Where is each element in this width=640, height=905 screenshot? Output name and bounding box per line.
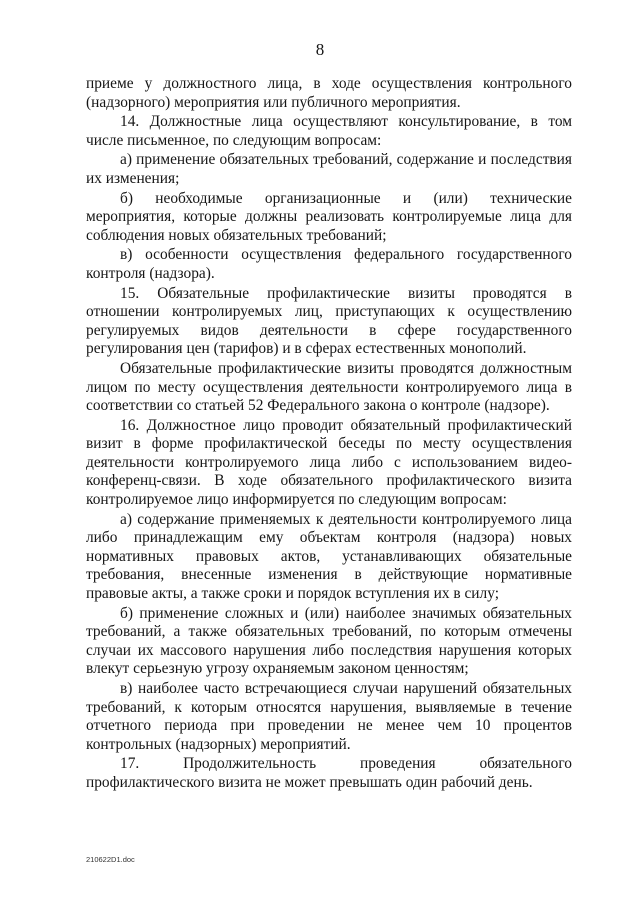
page-number: 8 — [315, 40, 325, 59]
file-name-footer: 210622D1.doc — [86, 855, 135, 864]
paragraph-continuation: приеме у должностного лица, в ходе осуществления контрольного (надзорного) мероприятия или публичного мероприятия. — [86, 75, 572, 111]
paragraph-14: 14. Должностные лица осуществляют консультирование, в том числе письменное, по следующим вопросам: — [86, 113, 572, 149]
paragraph-16-v: в) наиболее часто встречающиеся случаи нарушений обязательных требований, к которым относятся нарушения, выявляемые в течение отчетного периода при проведении не менее чем 10 процентов контрольных (надзорных) мероприятий. — [86, 680, 572, 753]
paragraph-16-a: а) содержание применяемых к деятельности контролируемого лица либо принадлежащим ему объектам контроля (надзора) новых нормативных правовых актов, устанавливающих обязательные требования, внесенные изменения в действующие нормативные правовые акты, а также сроки и порядок вступления их в силу; — [86, 510, 572, 603]
paragraph-14-b: б) необходимые организационные и (или) технические мероприятия, которые должны реализовать контролируемые лица для соблюдения новых обязательных требований; — [86, 189, 572, 244]
paragraph-17: 17. Продолжительность проведения обязательного профилактического визита не может превышать один рабочий день. — [86, 755, 572, 791]
paragraph-14-v: в) особенности осуществления федерального государственного контроля (надзора). — [86, 246, 572, 282]
paragraph-16-b: б) применение сложных и (или) наиболее значимых обязательных требований, а также обязательных требований, по которым отмечены случаи их массового нарушения либо последствия нарушения которых влекут серьезную угрозу охраняемым законом ценностям; — [86, 604, 572, 678]
document-body — [86, 75, 572, 793]
paragraph-15-part-2: Обязательные профилактические визиты проводятся должностным лицом по месту осуществления деятельности контролируемого лица в соответствии со статьей 52 Федерального закона о контроле (надзоре). — [86, 359, 572, 415]
paragraph-16: 16. Должностное лицо проводит обязательный профилактический визит в форме профилактической беседы по месту осуществления деятельности контролируемого лица либо с использованием видео-конференц-связи. В ходе обязательного профилактического визита контролируемое лицо информируется по следующим вопросам: — [86, 416, 572, 509]
paragraph-14-a: а) применение обязательных требований, содержание и последствия их изменения; — [86, 151, 572, 187]
paragraph-15: 15. Обязательные профилактические визиты проводятся в отношении контролируемых лиц, приступающих к осуществлению регулируемых видов деятельности в сфере государственного регулирования цен (тарифов) и в сферах естественных монополий. — [86, 284, 572, 358]
